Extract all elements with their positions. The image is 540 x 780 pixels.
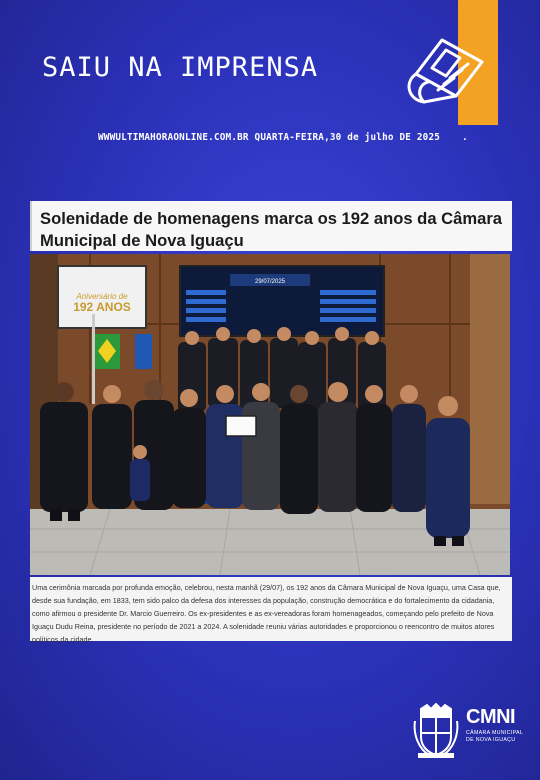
cmni-logo-subtitle bbox=[466, 730, 526, 744]
cmni-logo-sub-2: DE NOVA IGUAÇU bbox=[466, 737, 516, 743]
tv-screen-anos: 192 ANOS bbox=[73, 300, 131, 314]
ceremony-photo-illustration bbox=[30, 254, 510, 575]
dateline-text: WWWULTIMAHORAONLINE.COM.BR QUARTA-FEIRA,30 de julho DE 2025 bbox=[98, 132, 441, 143]
cmni-logo-name: CMNI bbox=[466, 706, 516, 728]
tv-screen-text: Aniversário de bbox=[76, 292, 128, 301]
section-heading: SAIU NA IMPRENSA bbox=[42, 52, 319, 83]
cmni-logo bbox=[466, 706, 526, 754]
article-caption: Uma cerimônia marcada por profunda emoção, celebrou, nesta manhã (29/07), os 192 anos da Câmara Municipal de Nova Iguaçu, uma Casa que, desde sua fundação, em 1833, tem sido palco da defesa dos interesses da população, construção democrática e do fortalecimento da cidadania, como afirmou o presidente Dr. Marcio Guerreiro. Os ex-presidentes e as ex-vereadoras foram homenageados, começando pelo prefeito de Nova Iguaçu Dudu Reina, presidente no período de 2021 a 2024. A solenidade reuniu várias autoridades e proporcionou o reencontro de muitos atores políticos da cidade. bbox=[30, 577, 512, 641]
article-title: Solenidade de homenagens marca os 192 anos da Câmara Municipal de Nova Iguaçu bbox=[30, 201, 512, 251]
panel-date: 29/07/2025 bbox=[254, 279, 286, 285]
article-photo bbox=[30, 254, 510, 575]
city-crest-icon bbox=[413, 703, 459, 759]
cmni-logo-sub-1: CÂMARA MUNICIPAL bbox=[466, 730, 524, 736]
dateline-dot: . bbox=[462, 132, 468, 143]
dateline bbox=[98, 132, 468, 143]
newspaper-icon bbox=[398, 34, 486, 110]
